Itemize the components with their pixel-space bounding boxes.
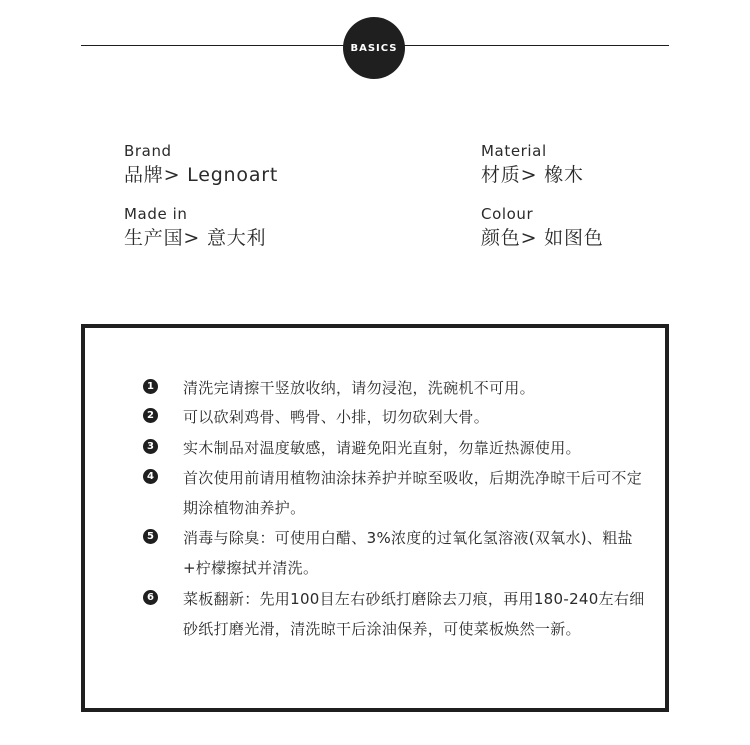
number-5-icon: 5 <box>143 529 158 544</box>
spec-material <box>481 142 584 188</box>
number-6-icon: 6 <box>143 590 158 605</box>
number-2-icon: 2 <box>143 408 158 423</box>
basics-badge-label: BASICS <box>350 42 398 54</box>
care-item-text: 可以砍剁鸡骨、鸭骨、小排，切勿砍剁大骨。 <box>183 408 490 426</box>
spec-made-in-value: 生产国> 意大利 <box>124 227 267 249</box>
number-3-icon: 3 <box>143 439 158 454</box>
spec-brand <box>124 142 278 188</box>
spec-material-label: Material <box>481 142 547 160</box>
number-4-icon: 4 <box>143 469 158 484</box>
care-item-text: 清洗完请擦干竖放收纳，请勿浸泡，洗碗机不可用。 <box>183 379 535 397</box>
care-item-text: 首次使用前请用植物油涂抹养护并晾至吸收，后期洗净晾干后可不定期涂植物油养护。 <box>183 469 643 517</box>
care-item-text: 实木制品对温度敏感，请避免阳光直射，勿靠近热源使用。 <box>183 439 581 457</box>
spec-colour-label: Colour <box>481 205 534 223</box>
spec-brand-label: Brand <box>124 142 172 160</box>
care-item-text: 消毒与除臭：可使用白醋、3%浓度的过氧化氢溶液(双氧水)、粗盐+柠檬擦拭并清洗。 <box>183 529 633 577</box>
spec-colour <box>481 205 604 251</box>
spec-made-in-label: Made in <box>124 205 188 223</box>
spec-made-in <box>124 205 266 251</box>
spec-colour-value: 颜色> 如图色 <box>481 227 604 249</box>
basics-badge <box>343 17 405 79</box>
number-1-icon: 1 <box>143 379 158 394</box>
care-item-text: 菜板翻新：先用100目左右砂纸打磨除去刀痕，再用180-240左右细砂纸打磨光滑，清洗晾干后涂油保养，可使菜板焕然一新。 <box>183 590 645 638</box>
spec-brand-value: 品牌> Legnoart <box>124 164 279 186</box>
spec-material-value: 材质> 橡木 <box>481 164 584 186</box>
